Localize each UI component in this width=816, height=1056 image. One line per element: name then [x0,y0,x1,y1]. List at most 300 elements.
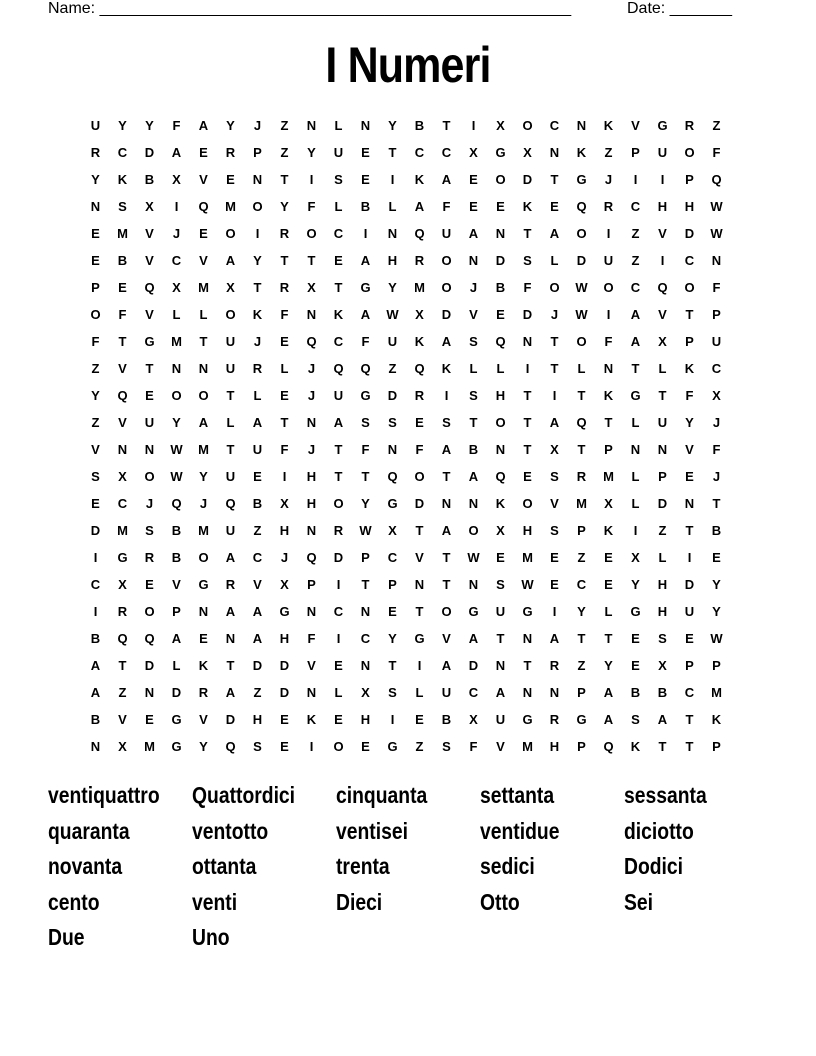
grid-letter: C [630,280,641,295]
grid-letter: F [361,334,370,349]
grid-letter: A [225,253,236,268]
grid-letter: N [657,442,668,457]
grid-letter: I [633,523,638,538]
grid-letter: E [91,253,100,268]
word-bank-item: cento [48,888,100,915]
grid-letter: O [225,307,236,322]
grid-letter: N [225,631,236,646]
grid-letter: S [388,685,397,700]
grid-letter: K [414,172,425,187]
grid-letter: G [171,739,182,754]
grid-letter: A [468,226,479,241]
grid-letter: B [711,523,722,538]
grid-letter: O [333,496,344,511]
grid-letter: T [199,334,208,349]
grid-letter: J [280,550,289,565]
word-bank-item: Quattordici [192,782,296,808]
grid-letter: X [469,145,478,160]
grid-letter: I [606,307,611,322]
grid-letter: Y [253,253,262,268]
grid-letter: E [712,550,721,565]
grid-letter: L [199,307,208,322]
grid-letter: S [442,415,451,430]
grid-letter: R [549,658,560,673]
grid-letter: O [549,280,560,295]
grid-letter: O [441,604,452,619]
grid-letter: R [414,253,425,268]
grid-letter: N [360,658,371,673]
grid-letter: A [225,604,236,619]
grid-letter: Y [577,604,586,619]
grid-letter: H [387,253,398,268]
grid-letter: C [414,145,425,160]
word-bank-item: Dieci [336,888,383,915]
grid-letter: M [171,334,182,349]
grid-letter: X [496,118,505,133]
grid-letter: N [468,253,479,268]
grid-letter: R [198,685,209,700]
grid-letter: T [361,469,370,484]
grid-letter: K [711,712,722,727]
grid-letter: S [118,199,127,214]
grid-letter: O [441,253,452,268]
grid-letter: K [306,712,317,727]
grid-letter: G [144,334,155,349]
grid-letter: B [144,172,155,187]
grid-letter: B [171,550,182,565]
grid-letter: S [361,415,370,430]
grid-letter: N [90,739,101,754]
grid-letter: Y [280,199,289,214]
grid-letter: O [522,118,533,133]
grid-letter: E [280,712,289,727]
grid-letter: Q [225,739,236,754]
grid-letter: H [279,523,290,538]
grid-letter: O [225,226,236,241]
grid-letter: U [225,469,236,484]
grid-letter: S [334,172,343,187]
grid-letter: A [252,631,263,646]
grid-letter: V [199,172,208,187]
grid-letter: J [145,496,154,511]
grid-letter: A [441,442,452,457]
grid-letter: I [336,631,341,646]
grid-letter: L [469,361,478,376]
grid-letter: Y [388,631,397,646]
grid-letter: H [657,604,668,619]
grid-letter: T [577,388,586,403]
grid-letter: K [684,361,695,376]
grid-letter: I [471,118,476,133]
grid-letter: L [604,604,613,619]
word-bank-item: sedici [480,853,535,879]
grid-letter: I [174,199,179,214]
grid-letter: R [279,280,290,295]
grid-letter: D [144,658,155,673]
grid-letter: C [333,604,344,619]
grid-letter: L [631,415,640,430]
grid-letter: Z [631,226,640,241]
grid-letter: X [172,172,181,187]
grid-letter: A [549,631,560,646]
grid-letter: X [658,658,667,673]
grid-letter: Q [117,388,128,403]
grid-letter: V [469,307,478,322]
grid-letter: S [631,712,640,727]
grid-letter: M [198,442,209,457]
grid-letter: G [279,604,290,619]
grid-letter: K [522,199,533,214]
grid-letter: S [550,469,559,484]
word-bank [48,780,768,958]
grid-letter: S [91,469,100,484]
grid-letter: L [496,361,505,376]
grid-letter: A [603,685,614,700]
grid-letter: F [307,631,316,646]
grid-row [82,490,732,517]
grid-letter: I [444,388,449,403]
grid-letter: G [171,712,182,727]
grid-letter: R [90,145,101,160]
grid-letter: X [496,523,505,538]
grid-letter: E [199,226,208,241]
grid-letter: A [468,469,479,484]
grid-letter: J [712,469,721,484]
grid-letter: T [685,523,694,538]
grid-letter: T [280,253,289,268]
grid-letter: S [442,739,451,754]
grid-letter: E [361,739,370,754]
grid-letter: P [604,442,613,457]
grid-letter: T [361,577,370,592]
grid-letter: T [685,307,694,322]
grid-letter: Y [199,739,208,754]
grid-letter: J [307,388,316,403]
grid-letter: U [225,334,236,349]
grid-letter: P [685,334,694,349]
grid-letter: Z [280,118,289,133]
grid-letter: N [441,496,452,511]
grid-letter: F [280,442,289,457]
grid-letter: Y [145,118,154,133]
grid-letter: X [118,739,127,754]
grid-letter: T [307,253,316,268]
grid-letter: Q [306,550,317,565]
grid-letter: V [145,226,154,241]
grid-letter: V [118,361,127,376]
word-bank-item: settanta [480,782,555,808]
grid-letter: E [550,550,559,565]
word-bank-item: ventisei [336,817,408,844]
grid-letter: B [468,442,479,457]
grid-letter: M [225,199,236,214]
grid-letter: O [522,496,533,511]
grid-letter: Q [225,496,236,511]
grid-letter: O [495,415,506,430]
grid-row [82,247,732,274]
grid-letter: Y [91,172,100,187]
grid-letter: A [225,685,236,700]
grid-letter: A [360,307,371,322]
grid-letter: M [522,550,533,565]
grid-letter: G [495,145,506,160]
grid-letter: H [549,739,560,754]
grid-letter: T [523,226,532,241]
grid-letter: L [388,199,397,214]
grid-letter: X [523,145,532,160]
grid-letter: Q [387,469,398,484]
name-field-label: Name: _____________________________________________________ [48,0,572,17]
grid-letter: B [90,712,101,727]
grid-letter: U [441,226,452,241]
grid-letter: L [172,307,181,322]
grid-letter: I [552,604,557,619]
grid-row [82,598,732,625]
grid-row [82,328,732,355]
grid-row [82,436,732,463]
grid-letter: Y [388,280,397,295]
grid-letter: E [550,577,559,592]
grid-letter: W [710,226,723,241]
grid-letter: C [171,253,182,268]
grid-letter: G [387,496,398,511]
grid-letter: B [414,118,425,133]
grid-letter: Y [91,388,100,403]
grid-letter: N [468,496,479,511]
grid-letter: T [334,469,343,484]
grid-letter: Z [388,361,397,376]
grid-letter: M [522,739,533,754]
grid-letter: T [118,658,127,673]
grid-letter: X [415,307,424,322]
grid-letter: W [521,577,534,592]
grid-letter: G [657,118,668,133]
grid-row [82,409,732,436]
grid-letter: X [361,685,370,700]
grid-letter: N [576,118,587,133]
word-bank-item: ottanta [192,853,257,879]
grid-letter: B [171,523,182,538]
grid-letter: K [441,361,452,376]
word-bank-item: diciotto [624,817,694,844]
grid-letter: E [685,469,694,484]
grid-letter: Z [91,361,100,376]
grid-letter: X [631,550,640,565]
grid-letter: T [550,361,559,376]
grid-letter: Z [658,523,667,538]
grid-letter: O [306,226,317,241]
grid-letter: N [306,685,317,700]
grid-letter: I [525,361,530,376]
word-bank-item: sessanta [624,782,707,808]
grid-letter: D [522,307,533,322]
grid-letter: T [631,361,640,376]
grid-letter: M [711,685,722,700]
grid-letter: E [496,550,505,565]
grid-letter: E [118,280,127,295]
grid-letter: R [333,523,344,538]
grid-letter: D [144,145,155,160]
grid-letter: J [550,307,559,322]
grid-letter: T [118,334,127,349]
grid-letter: Z [91,415,100,430]
word-bank-item: ventidue [480,817,560,844]
grid-letter: S [496,577,505,592]
grid-letter: B [252,496,263,511]
grid-letter: F [469,739,478,754]
grid-letter: E [334,712,343,727]
grid-letter: W [467,550,480,565]
grid-letter: V [118,712,127,727]
word-search-grid [82,112,732,760]
grid-letter: L [280,361,289,376]
grid-letter: P [577,685,586,700]
grid-letter: K [603,388,614,403]
grid-letter: L [550,253,559,268]
word-bank-item: cinquanta [336,782,428,808]
grid-letter: C [333,334,344,349]
grid-letter: W [359,523,372,538]
grid-letter: R [549,712,560,727]
grid-letter: A [549,226,560,241]
grid-letter: D [522,172,533,187]
grid-letter: Y [712,604,721,619]
grid-letter: V [685,442,694,457]
grid-letter: T [496,631,505,646]
grid-letter: O [576,334,587,349]
grid-letter: F [91,334,100,349]
grid-letter: O [333,739,344,754]
grid-letter: U [657,145,668,160]
grid-letter: C [387,550,398,565]
grid-letter: Y [388,118,397,133]
grid-letter: R [225,577,236,592]
grid-letter: N [711,253,722,268]
grid-letter: G [630,388,641,403]
grid-letter: T [442,469,451,484]
grid-letter: I [336,577,341,592]
grid-letter: B [90,631,101,646]
grid-letter: V [442,631,451,646]
grid-letter: C [90,577,101,592]
grid-letter: H [279,631,290,646]
grid-letter: Z [712,118,721,133]
grid-letter: U [333,145,344,160]
grid-letter: M [198,523,209,538]
grid-letter: M [603,469,614,484]
grid-letter: E [334,658,343,673]
grid-letter: H [657,577,668,592]
grid-row [82,571,732,598]
grid-letter: I [255,226,260,241]
grid-letter: N [495,658,506,673]
grid-letter: P [712,307,721,322]
grid-letter: N [252,172,263,187]
grid-letter: R [144,550,155,565]
grid-letter: P [307,577,316,592]
grid-letter: N [360,118,371,133]
grid-letter: E [604,577,613,592]
grid-letter: O [144,469,155,484]
grid-letter: O [495,172,506,187]
grid-letter: T [415,604,424,619]
grid-letter: A [360,253,371,268]
grid-letter: N [387,226,398,241]
grid-letter: D [387,388,398,403]
grid-letter: G [387,739,398,754]
grid-letter: Y [226,118,235,133]
grid-letter: L [172,658,181,673]
grid-letter: T [523,442,532,457]
grid-letter: V [550,496,559,511]
grid-letter: I [93,550,98,565]
grid-letter: E [604,550,613,565]
grid-letter: G [468,604,479,619]
grid-letter: L [631,496,640,511]
grid-letter: X [604,496,613,511]
grid-row [82,733,732,760]
grid-letter: H [306,496,317,511]
grid-letter: H [495,388,506,403]
grid-letter: N [360,604,371,619]
grid-letter: G [522,604,533,619]
grid-letter: S [145,523,154,538]
grid-letter: K [495,496,506,511]
grid-letter: N [495,226,506,241]
grid-letter: E [631,631,640,646]
grid-letter: N [495,442,506,457]
grid-letter: M [198,280,209,295]
grid-letter: K [117,172,128,187]
grid-letter: A [468,631,479,646]
grid-row [82,112,732,139]
grid-letter: A [252,415,263,430]
grid-letter: I [633,172,638,187]
grid-letter: I [660,172,665,187]
grid-letter: V [199,253,208,268]
grid-letter: O [198,388,209,403]
grid-letter: X [145,199,154,214]
grid-letter: C [333,226,344,241]
grid-letter: T [658,739,667,754]
grid-letter: J [253,334,262,349]
grid-letter: M [117,523,128,538]
grid-letter: O [252,199,263,214]
grid-letter: H [684,199,695,214]
grid-letter: M [576,496,587,511]
grid-letter: R [684,118,695,133]
grid-letter: A [495,685,506,700]
grid-letter: Y [604,658,613,673]
grid-letter: T [253,280,262,295]
grid-letter: E [469,199,478,214]
grid-letter: X [658,334,667,349]
grid-letter: Y [631,577,640,592]
grid-letter: L [658,361,667,376]
grid-letter: T [226,658,235,673]
grid-letter: Q [576,415,587,430]
grid-letter: P [631,145,640,160]
grid-letter: T [388,658,397,673]
grid-letter: J [604,172,613,187]
grid-letter: O [144,604,155,619]
grid-letter: N [522,631,533,646]
grid-letter: E [334,253,343,268]
grid-letter: V [496,739,505,754]
grid-letter: U [225,523,236,538]
grid-letter: G [522,712,533,727]
grid-letter: H [252,712,263,727]
